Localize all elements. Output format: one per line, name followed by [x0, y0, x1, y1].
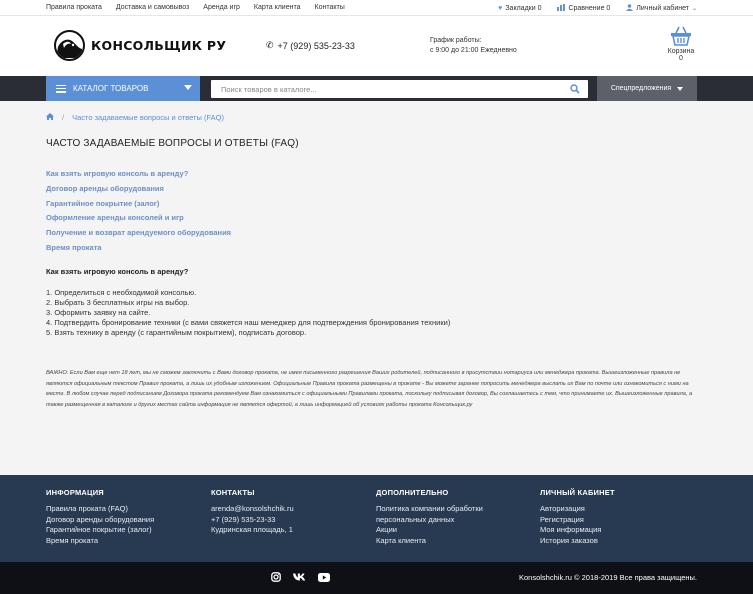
- footer-link[interactable]: Авторизация: [540, 504, 585, 513]
- footer-contacts-column: [211, 488, 294, 536]
- important-note: ВАЖНО: Если Вам еще нет 18 лет, мы не сможем заключить с Вами договор проката, не имея письменного разрешения Ваших родителей, подписанного в присутствии нотариуса или менеджера проката. Вышеизложенные правила не являются официальным текстом Правил проката, а лишь их удобным изложением. Официальные Правила проката размещены в прокате - Вы можете заранее попросить менеджера выслать их Вам по почте или ознакомиться с ними на месте. В любом случае перед подписанием Договора проката рекомендуем Вам ознакомиться с официальными Правилами проката, поскольку подписывая договор, Вы соглашаетесь с тем, что принимаете их. Вышеизложенные правила, а также размещенная в каталоге и других местах сайта информация не является офертой, а лишь информацией об условиях работы проката Консольщик.ру: [46, 370, 693, 408]
- search-box: [211, 80, 588, 98]
- footer-link[interactable]: Правила проката (FAQ): [46, 504, 128, 513]
- faq-question-heading: Как взять игровую консоль в аренду?: [46, 267, 189, 276]
- search-icon[interactable]: [570, 84, 580, 96]
- home-icon[interactable]: [46, 113, 54, 122]
- menu-icon: [56, 85, 66, 93]
- footer-extra-title: ДОПОЛНИТЕЛЬНО: [376, 488, 449, 497]
- footer-info-title: ИНФОРМАЦИЯ: [46, 488, 104, 497]
- step-item: 5. Взять технику в аренду (с гарантийным покрытием), подписать договор.: [46, 328, 307, 337]
- top-nav-rules[interactable]: Правила проката: [46, 4, 102, 11]
- main-content: [0, 101, 753, 475]
- hours-value: с 9:00 до 21:00 Ежедневно: [430, 47, 517, 54]
- work-hours: [430, 36, 517, 56]
- phone-icon: ✆: [266, 40, 274, 50]
- gamepad-logo-icon: [54, 30, 85, 61]
- logo[interactable]: [54, 30, 226, 61]
- hours-label: График работы:: [430, 37, 482, 44]
- footer: [0, 475, 753, 562]
- step-item: 2. Выбрать 3 бесплатных игры на выбор.: [46, 298, 190, 307]
- catalog-menu-button[interactable]: [46, 76, 200, 101]
- basket-icon: [665, 26, 697, 46]
- footer-link[interactable]: Карта клиента: [376, 535, 426, 545]
- catalog-label: КАТАЛОГ ТОВАРОВ: [73, 84, 149, 93]
- breadcrumb: [46, 113, 224, 122]
- faq-link-deposit[interactable]: Гарантийное покрытие (залог): [46, 198, 160, 208]
- vk-icon[interactable]: [293, 573, 306, 583]
- top-nav-contacts[interactable]: Контакты: [314, 4, 345, 11]
- footer-address: Кудринская площадь, 1: [211, 525, 293, 534]
- caret-down-icon: [184, 85, 192, 90]
- chevron-down-icon: ⌄: [691, 6, 697, 12]
- footer-link[interactable]: персональных данных: [376, 514, 455, 524]
- footer-account-column: [540, 488, 615, 546]
- faq-link-pickup-return[interactable]: Получение и возврат арендуемого оборудования: [46, 228, 232, 238]
- footer-link[interactable]: Регистрация: [540, 514, 584, 524]
- top-bar: [0, 0, 753, 16]
- bar-chart-icon: [557, 4, 565, 13]
- caret-down-icon: [677, 87, 683, 91]
- compare-link[interactable]: [557, 4, 610, 13]
- copyright: Konsolshchik.ru © 2018-2019 Все права защищены.: [519, 573, 697, 582]
- footer-link[interactable]: Договор аренды оборудования: [46, 514, 155, 524]
- footer-extra-column: [376, 488, 483, 546]
- main-navbar: [0, 76, 753, 101]
- footer-link[interactable]: Акции: [376, 525, 397, 534]
- heart-icon: ♥: [498, 5, 503, 12]
- footer-info-column: [46, 488, 154, 546]
- top-nav-client-card[interactable]: Карта клиента: [253, 4, 301, 11]
- footer-link[interactable]: История заказов: [540, 535, 598, 545]
- search-input[interactable]: [211, 85, 551, 94]
- header: [0, 16, 753, 76]
- faq-link-how-to-rent[interactable]: Как взять игровую консоль в аренду?: [46, 169, 189, 178]
- footer-phone-link[interactable]: +7 (929) 535-23-33: [211, 514, 276, 524]
- phone-number: +7 (929) 535-23-33: [277, 40, 355, 51]
- bookmarks-label: Закладки 0: [505, 5, 542, 12]
- cart-button[interactable]: [665, 26, 697, 62]
- top-nav-game-rental[interactable]: Аренда игр: [203, 4, 240, 11]
- social-links: [271, 572, 330, 584]
- special-offers-label: Спецпредложения: [610, 85, 672, 92]
- account-label: Личный кабинет: [636, 5, 689, 12]
- instagram-icon[interactable]: [271, 572, 281, 584]
- step-item: 1. Определиться с необходимой консолью.: [46, 288, 197, 297]
- footer-email-link[interactable]: arenda@konsolshchik.ru: [211, 504, 294, 513]
- faq-links: [46, 167, 231, 256]
- page-title: ЧАСТО ЗАДАВАЕМЫЕ ВОПРОСЫ И ОТВЕТЫ (FAQ): [46, 138, 299, 149]
- account-dropdown[interactable]: [626, 4, 697, 13]
- footer-account-title: ЛИЧНЫЙ КАБИНЕТ: [540, 488, 615, 497]
- footer-contacts-title: КОНТАКТЫ: [211, 488, 255, 497]
- footer-link[interactable]: Гарантийное покрытие (залог): [46, 525, 152, 534]
- faq-link-rental-time[interactable]: Время проката: [46, 242, 102, 252]
- logo-text: КОНСОЛЬЩИК РУ: [91, 38, 227, 53]
- step-item: 4. Подтвердить бронирование техники (с вами свяжется наш менеджер для подтверждения бронирования техники): [46, 318, 451, 327]
- breadcrumb-current[interactable]: Часто задаваемые вопросы и ответы (FAQ): [72, 113, 224, 122]
- bottom-bar: [0, 562, 753, 594]
- faq-link-contract[interactable]: Договор аренды оборудования: [46, 183, 164, 193]
- footer-link[interactable]: Время проката: [46, 535, 99, 545]
- cart-label: Корзина 0: [667, 48, 695, 62]
- user-icon: [626, 4, 633, 13]
- top-nav: [46, 4, 345, 11]
- step-item: 3. Оформить заявку на сайте.: [46, 308, 151, 317]
- compare-label: Сравнение 0: [568, 5, 611, 12]
- faq-link-ordering[interactable]: Оформление аренды консолей и игр: [46, 213, 184, 223]
- footer-link[interactable]: Политика компании обработки: [376, 504, 483, 513]
- top-nav-delivery[interactable]: Доставка и самовывоз: [115, 4, 190, 11]
- header-phone[interactable]: [266, 40, 355, 51]
- youtube-icon[interactable]: [318, 573, 330, 584]
- breadcrumb-separator: /: [62, 113, 65, 122]
- rental-steps: [46, 288, 450, 338]
- bookmarks-link[interactable]: [498, 4, 541, 13]
- special-offers-dropdown[interactable]: [597, 76, 697, 101]
- top-right-links: [498, 4, 697, 13]
- footer-link[interactable]: Моя информация: [540, 525, 602, 534]
